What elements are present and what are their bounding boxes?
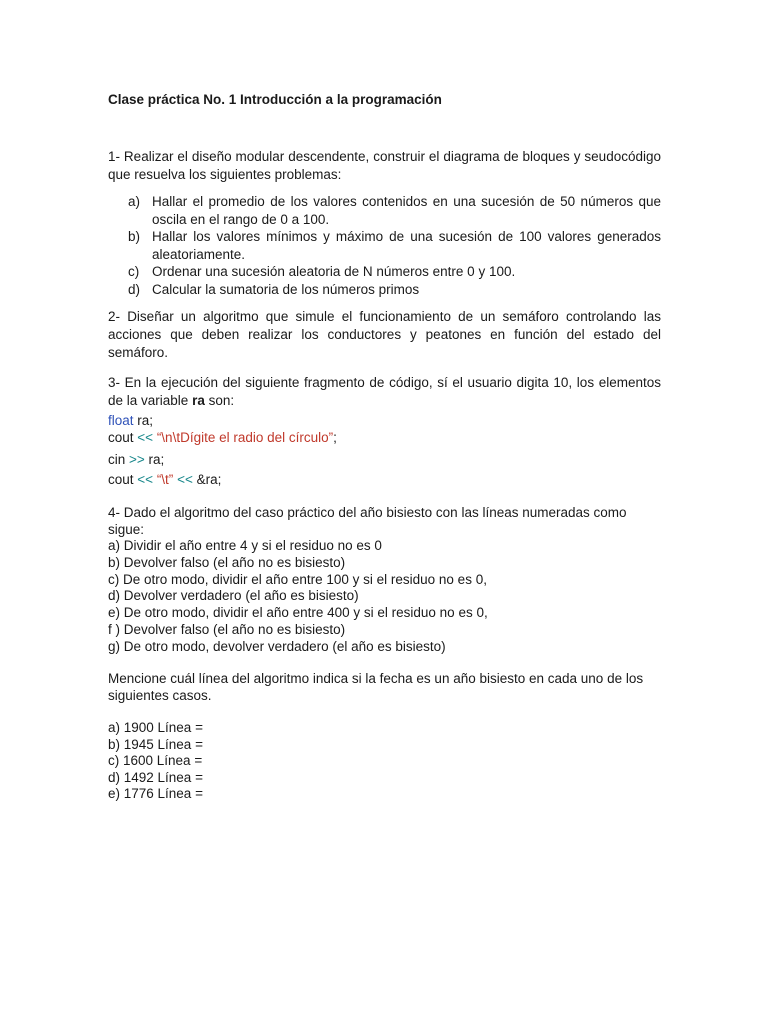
code-string: “\n\tDígite el radio del círculo” — [153, 430, 334, 445]
case-item: a) 1900 Línea = — [108, 720, 203, 735]
list-item — [108, 193, 661, 228]
list-item-text: Calcular la sumatoria de los números primos — [152, 281, 420, 297]
case-item: b) 1945 Línea = — [108, 736, 203, 752]
problem-1-intro: 1- Realizar el diseño modular descendente, construir el diagrama de bloques y seudocódigo que resuelva los siguientes problemas: — [108, 149, 661, 182]
problem-4-question: Mencione cuál línea del algoritmo indica si la fecha es un año bisiesto en cada uno de los siguientes casos. — [108, 671, 644, 703]
problem-3-intro — [108, 374, 661, 410]
code-operator: >> — [129, 452, 145, 467]
code-text: ra; — [144, 452, 165, 467]
code-text: &ra; — [192, 472, 222, 487]
algorithm-step: b) Devolver falso (el año no es bisiesto) — [108, 554, 346, 570]
algorithm-step: f ) Devolver falso (el año no es bisiesto) — [108, 621, 346, 637]
list-item-text: Ordenar una sucesión aleatoria de N números entre 0 y 100. — [152, 264, 516, 279]
code-text: cin — [108, 452, 130, 467]
code-text: cout — [108, 430, 138, 445]
algorithm-step: e) De otro modo, dividir el año entre 400 y si el residuo no es 0, — [108, 605, 488, 621]
list-item-label: d) — [128, 281, 141, 297]
algorithm-step: d) Devolver verdadero (el año es bisiesto) — [108, 588, 359, 604]
list-item-label: b) — [128, 229, 141, 244]
case-item: c) 1600 Línea = — [108, 753, 203, 768]
problem-2: 2- Diseñar un algoritmo que simule el funcionamiento de un semáforo controlando las acciones que deben realizar los conductores y peatones en función del estado del semáforo. — [108, 309, 661, 360]
list-item-text: Hallar el promedio de los valores contenidos en una sucesión de 50 números que oscila en el rango de 0 a 100. — [152, 194, 661, 227]
problem-4-intro: 4- Dado el algoritmo del caso práctico del año bisiesto con las líneas numeradas como sigue: — [108, 505, 627, 537]
list-item — [108, 281, 661, 299]
list-item-label: c) — [128, 264, 140, 279]
code-operator: << — [177, 472, 193, 487]
leap-year-cases — [108, 720, 203, 803]
code-operator: << — [137, 430, 154, 445]
case-item: d) 1492 Línea = — [108, 769, 203, 785]
algorithm-step: a) Dividir el año entre 4 y si el residuo no es 0 — [108, 538, 382, 553]
code-text: ra; — [133, 413, 154, 428]
code-string: “\t” — [153, 472, 174, 487]
page-title: Clase práctica No. 1 Introducción a la programación — [108, 92, 442, 107]
case-item: e) 1776 Línea = — [108, 786, 203, 801]
code-operator: << — [137, 472, 154, 487]
problem-1-list — [108, 193, 661, 298]
problem-3-text-before: 3- En la ejecución del siguiente fragmento de código, sí el usuario digita 10, los elementos de la variable — [108, 375, 661, 408]
code-keyword: float — [108, 413, 134, 428]
code-line-2 — [108, 429, 337, 446]
list-item — [108, 228, 661, 263]
variable-name: ra — [192, 393, 205, 408]
list-item-label: a) — [128, 194, 141, 209]
problem-3-text-after: son: — [204, 393, 235, 408]
algorithm-steps — [108, 538, 488, 656]
code-text: ; — [333, 430, 337, 445]
code-line-1 — [108, 412, 153, 429]
code-line-4 — [108, 471, 221, 488]
algorithm-step: c) De otro modo, dividir el año entre 100 y si el residuo no es 0, — [108, 571, 487, 587]
list-item-text: Hallar los valores mínimos y máximo de una sucesión de 100 valores generados aleatoriamente. — [152, 229, 661, 262]
code-line-3 — [108, 451, 164, 468]
algorithm-step: g) De otro modo, devolver verdadero (el año es bisiesto) — [108, 638, 446, 654]
list-item — [108, 263, 661, 281]
code-text: cout — [108, 472, 138, 487]
